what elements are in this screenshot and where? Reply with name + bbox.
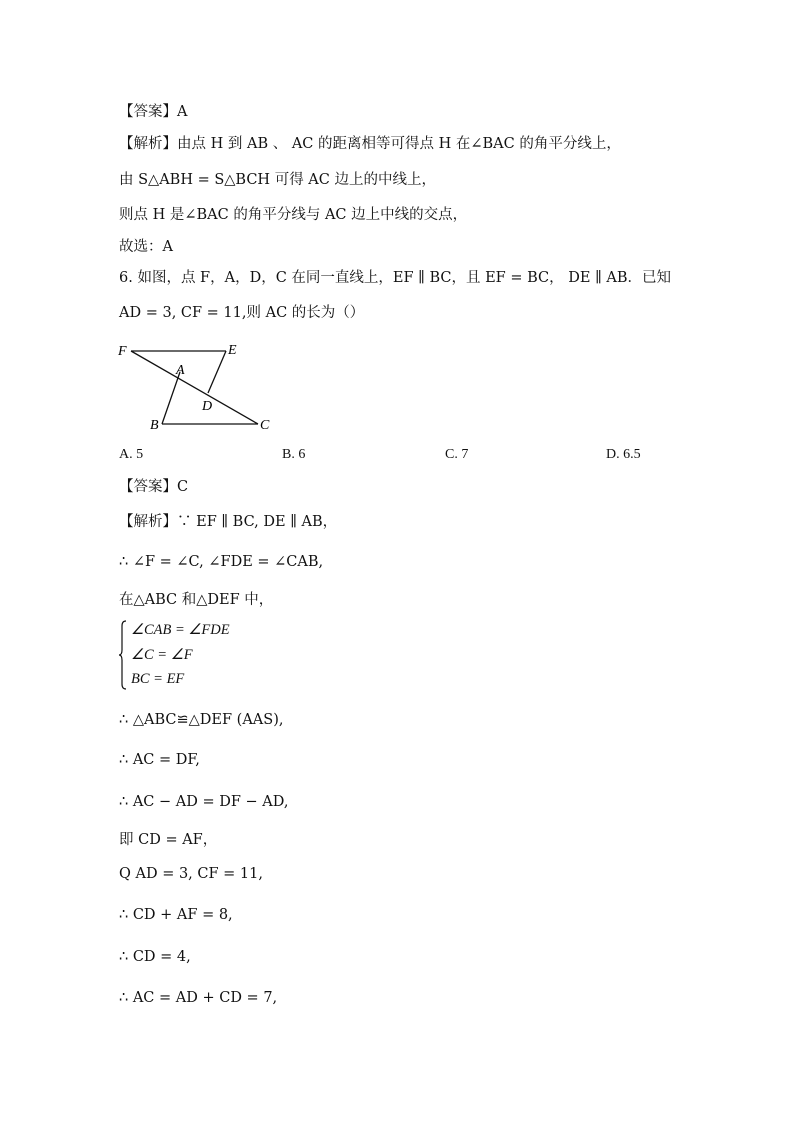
label-D: D (202, 399, 213, 414)
label-B: B (150, 418, 159, 433)
q6-step-2: ∴ ∠F = ∠C, ∠FDE = ∠CAB, (119, 554, 324, 570)
segment-AB (162, 372, 180, 424)
system-eq-3: BC = EF (131, 671, 185, 687)
option-c: C. 7 (445, 447, 469, 462)
label-E: E (228, 343, 237, 358)
option-b: B. 6 (282, 447, 306, 462)
q6-stem-line-1: 6. 如图，点 F，A，D，C 在同一直线上，EF ∥ BC，且 EF = BC， DE ∥ AB．已知 (119, 270, 671, 286)
q6-stem-line-2: AD = 3, CF = 11,则 AC 的长为（） (119, 305, 365, 321)
segment-ED (208, 351, 226, 393)
segment-FC (131, 351, 258, 424)
q6-step-6: ∴ AC − AD = DF − AD, (119, 794, 289, 810)
q5-answer: 【答案】A (119, 104, 188, 120)
option-a: A. 5 (119, 447, 144, 462)
q6-step-4: ∴ △ABC≌△DEF (AAS), (119, 712, 284, 728)
q5-analysis-line-3: 则点 H 是∠BAC 的角平分线与 AC 边上中线的交点， (119, 207, 468, 223)
q6-step-5: ∴ AC = DF, (119, 752, 200, 768)
q5-analysis-line-2: 由 S△ABH = S△BCH 可得 AC 边上的中线上， (119, 172, 436, 188)
left-brace-icon (119, 620, 127, 690)
label-A: A (176, 363, 185, 378)
equation-system (119, 620, 319, 692)
q6-step-3: 在△ABC 和△DEF 中， (119, 592, 274, 608)
option-d: D. 6.5 (606, 447, 641, 462)
q6-step-1: 【解析】∵ EF ∥ BC, DE ∥ AB， (119, 514, 338, 530)
q5-analysis-line-1: 【解析】由点 H 到 AB 、 AC 的距离相等可得点 H 在∠BAC 的角平分线上， (119, 136, 621, 152)
q6-step-10: ∴ CD = 4, (119, 949, 191, 965)
label-F: F (118, 344, 127, 359)
system-eq-2: ∠C = ∠F (131, 647, 193, 663)
q5-analysis-line-4: 故选：A (119, 239, 173, 255)
q6-step-9: ∴ CD + AF = 8, (119, 907, 233, 923)
q6-figure (110, 335, 290, 440)
system-eq-1: ∠CAB = ∠FDE (131, 622, 230, 638)
q6-step-8: Q AD = 3, CF = 11, (119, 866, 263, 882)
q6-step-11: ∴ AC = AD + CD = 7, (119, 990, 278, 1006)
q6-answer: 【答案】C (119, 479, 189, 495)
q6-step-7: 即 CD = AF， (119, 832, 218, 848)
label-C: C (260, 418, 270, 433)
